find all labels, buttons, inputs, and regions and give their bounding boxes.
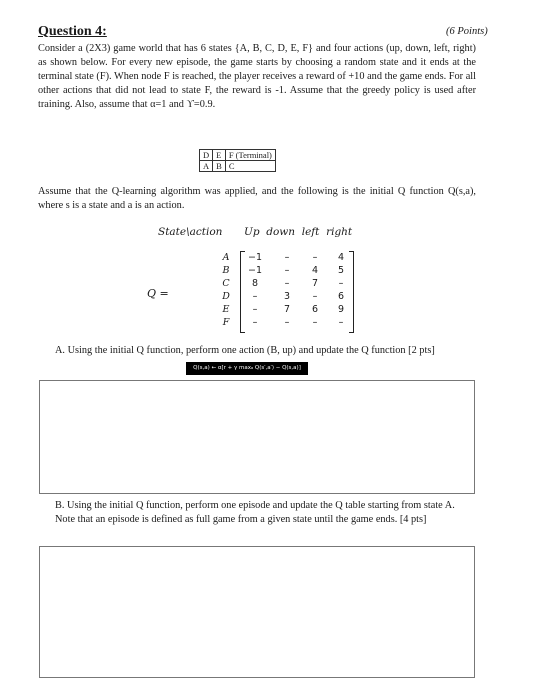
grid-cell-e: E (213, 150, 226, 161)
part-b-text: B. Using the initial Q function, perform one episode and update the Q table starting from state A. Note that an episode is defined as full game from a given state until the game ends. [4 pts] (55, 500, 455, 525)
q-label: Q = (147, 287, 169, 300)
grid-cell-a: A (200, 161, 213, 172)
matrix-cell: – (284, 317, 290, 328)
matrix-cell: – (312, 317, 318, 328)
matrix-cell: 3 (283, 291, 291, 302)
matrix-cell: – (338, 317, 344, 328)
matrix-cell: 4 (337, 252, 345, 263)
matrix-cell: – (338, 278, 344, 289)
matrix-cell: 6 (311, 304, 319, 315)
matrix-cell: – (284, 252, 290, 263)
matrix-header-state: State\action (158, 226, 223, 238)
matrix-cell: – (284, 278, 290, 289)
game-world-grid (199, 149, 276, 172)
grid-cell-d: D (200, 150, 213, 161)
matrix-cell: – (252, 304, 258, 315)
matrix-cell: – (312, 291, 318, 302)
grid-cell-f: F (Terminal) (225, 150, 275, 161)
part-a-answer-box[interactable] (39, 380, 475, 494)
matrix-cell: 5 (337, 265, 345, 276)
part-b-answer-box[interactable] (39, 546, 475, 678)
matrix-cell: – (252, 317, 258, 328)
grid-row-bottom (200, 161, 276, 172)
matrix-state-label: C (222, 278, 230, 289)
qlearning-description: Assume that the Q-learning algorithm was applied, and the following is the initial Q function Q(s,a), where s is a state and a is an action. (38, 186, 476, 211)
grid-row-top (200, 150, 276, 161)
matrix-cell: −1 (247, 252, 262, 263)
matrix-cell: 9 (337, 304, 345, 315)
matrix-state-label: F (222, 317, 230, 328)
q-update-formula: Q(s,a) ← α[r + γ maxₐ Q(s′,a′) − Q(s,a)] (186, 362, 308, 375)
matrix-header-actions: Up down left right (244, 226, 353, 238)
matrix-cell: – (252, 291, 258, 302)
matrix-state-label: E (222, 304, 230, 315)
matrix-cell: 6 (337, 291, 345, 302)
part-a-text: A. Using the initial Q function, perform one action (B, up) and update the Q function [2 pts] (55, 345, 435, 356)
grid-cell-c: C (225, 161, 275, 172)
matrix-state-label: D (222, 291, 230, 302)
matrix-cell: −1 (247, 265, 262, 276)
grid-cell-b: B (213, 161, 226, 172)
matrix-cell: – (312, 252, 318, 263)
matrix-cell: 8 (251, 278, 259, 289)
matrix-cell: – (284, 265, 290, 276)
matrix-cell: 4 (311, 265, 319, 276)
question-title: Question 4: (38, 24, 107, 39)
matrix-cell: 7 (311, 278, 319, 289)
matrix-state-label: A (222, 252, 230, 263)
matrix-cell: 7 (283, 304, 291, 315)
matrix-state-label: B (222, 265, 230, 276)
question-description: Consider a (2X3) game world that has 6 states {A, B, C, D, E, F} and four actions (up, down, left, right) as shown below. For every new episode, the game starts by choosing a random state and it ends at the terminal state (F). When node F is reached, the player receives a reward of +10 and the game ends. For all other actions that did not lead to state F, the reward is -1. Assume that the greedy policy is used after training. Also, assume that α=1 and ϒ=0.9. (38, 43, 476, 110)
question-points: (6 Points) (446, 26, 488, 37)
